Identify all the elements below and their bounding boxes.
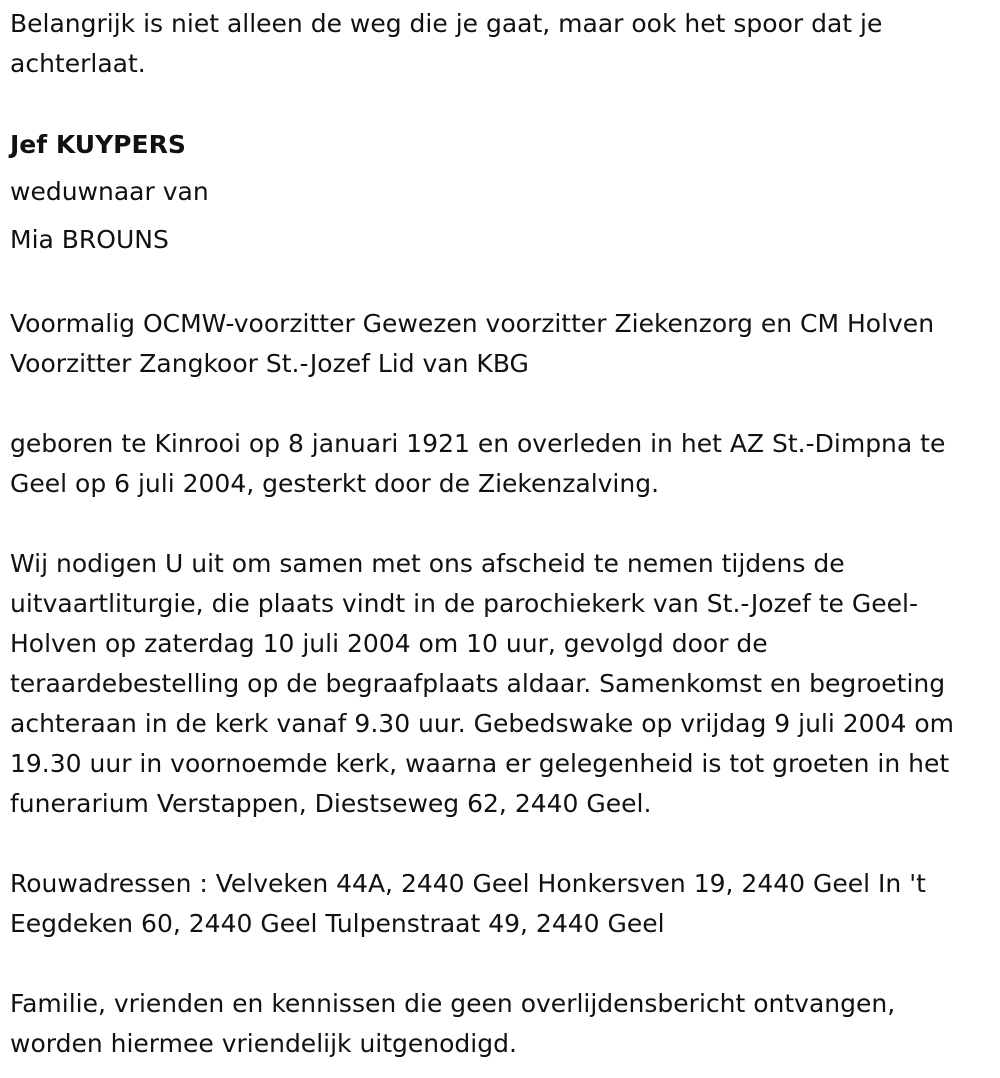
- opening-quote: Belangrijk is niet alleen de weg die je gaat, maar ook het spoor dat je achterlaat.: [10, 9, 883, 78]
- mourning-addresses: Rouwadressen : Velveken 44A, 2440 Geel Honkersven 19, 2440 Geel In 't Eegdeken 60, 2440 Geel Tulpenstraat 49, 2440 Geel: [10, 869, 926, 938]
- deceased-name: Jef KUYPERS: [10, 130, 186, 159]
- birth-death-details: geboren te Kinrooi op 8 januari 1921 en overleden in het AZ St.-Dimpna te Geel op 6 juli 2004, gesterkt door de Ziekenzalving.: [10, 429, 946, 498]
- funeral-invitation: Wij nodigen U uit om samen met ons afscheid te nemen tijdens de uitvaartliturgie, die plaats vindt in de parochiekerk van St.-Jozef te Geel-Holven op zaterdag 10 juli 2004 om 10 uur, gevolgd door de teraardebestelling op de begraafplaats aldaar. Samenkomst en begroeting achteraan in de kerk vanaf 9.30 uur. Gebedswake op vrijdag 9 juli 2004 om 19.30 uur in voornoemde kerk, waarna er gelegenheid is tot groeten in het funerarium Verstappen, Diestseweg 62, 2440 Geel.: [10, 549, 954, 818]
- relation-label: weduwnaar van: [10, 177, 209, 206]
- closing-message: Familie, vrienden en kennissen die geen overlijdensbericht ontvangen, worden hiermee vriendelijk uitgenodigd.: [10, 989, 896, 1058]
- former-roles: Voormalig OCMW-voorzitter Gewezen voorzitter Ziekenzorg en CM Holven Voorzitter Zangkoor St.-Jozef Lid van KBG: [10, 309, 935, 378]
- spouse-name: Mia BROUNS: [10, 225, 169, 254]
